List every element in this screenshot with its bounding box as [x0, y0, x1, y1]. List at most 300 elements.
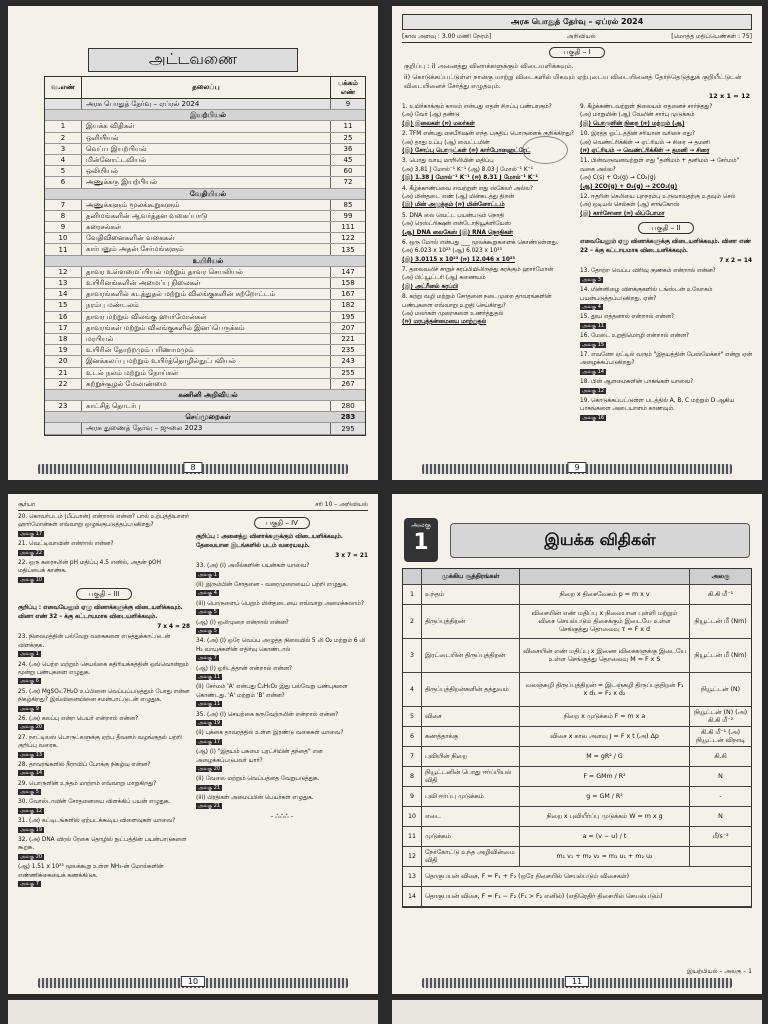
toc-topic: அரசு பொதுத் தேர்வு – ஏப்ரல் 2024: [81, 99, 331, 109]
toc-page-number: 25: [343, 133, 353, 142]
running-header: [18, 500, 368, 511]
formula-page: [392, 494, 762, 994]
formula-row: [403, 847, 751, 867]
toc-row: [45, 423, 365, 434]
formula-row: [403, 887, 751, 907]
question-text: 7. தலைவலிச் சாறுச் சுரப்பியிலிருந்து சுரக்கும் ஹார்மோன்: [402, 267, 553, 274]
toc-page-number: 135: [341, 245, 355, 254]
option-line: (அ) 6.023 x 10²³ (ஆ) 6.023 x 10²³: [402, 248, 502, 255]
formula-expression: விசையின் எண் மதிப்பு x நிலையான புள்ளி மற்றும் விசை செயல்படும் திசைக்கும் இடையே உள்ள செங்குத்து தொலைவு τ = F x d: [519, 605, 689, 638]
toc-header-topic: தலைப்பு: [81, 77, 331, 98]
part-1-tag: பகுதி – I: [549, 47, 605, 58]
exam-right-column: [580, 103, 752, 424]
toc-topic: உயிரினங்களின் அமைப்பு நிலைகள்: [81, 278, 331, 288]
formula-unit: கி.கி: [689, 747, 751, 766]
question: [18, 817, 190, 834]
toc-page-number: 283: [340, 413, 356, 422]
question: [196, 665, 368, 682]
unit-badge: அலகு 5: [198, 628, 217, 635]
unit-badge: அலகு 11: [198, 701, 221, 708]
toc-page-number: 45: [343, 156, 353, 165]
formula-row: [403, 867, 751, 887]
toc-page-number: 195: [341, 312, 355, 321]
formula-header-quantity: முக்கிய சூத்திரங்கள்: [421, 569, 519, 584]
toc-section-row: [45, 256, 365, 267]
toc-row: [45, 345, 365, 356]
question-text: 26. (அ) கலப்பு என்ற பெயர் என்றால் என்ன?: [18, 715, 139, 722]
toc-page-number: 207: [341, 323, 355, 332]
unit-badge: அலகு 17: [198, 738, 221, 745]
question-text: 17. எவனோ ஏட்டில் வரும் "இதயத்தின் பேஸ்மேக்கர்" என்று ஏன் அழைக்கப்படுகிறது?: [580, 351, 752, 367]
toc-topic: ஒளியியல்: [81, 133, 331, 143]
formula-no: 3: [409, 652, 414, 659]
formula-unit: -: [689, 787, 751, 806]
question: [580, 286, 752, 311]
formula-no: 4: [409, 686, 414, 693]
part-1-score: 12 x 1 = 12: [708, 92, 750, 101]
formula-no: 2: [409, 618, 414, 625]
question-text: 14. மின்னிழை விளக்குகளில் டங்ஸ்டன் உலோகம் பயன்படுத்தப்படுகிறது. ஏன்?: [580, 287, 713, 302]
toc-row: [45, 368, 365, 379]
question-text: (ஆ) (i) ஒலிமுறை என்றால் என்ன?: [196, 619, 289, 626]
toc-topic: தாவர மற்றும் விலங்கு ஹார்மோன்கள்: [81, 312, 331, 322]
option-line: (இ) 1.38 J மோல்⁻¹ K⁻¹ (ஈ) 8.31 J மோல்⁻¹ K⁻¹: [402, 175, 539, 182]
toc-row: [45, 401, 365, 412]
question: [196, 562, 368, 579]
toc-topic: அணுக்களும் மூலக்கூறுகளும்: [81, 200, 331, 210]
toc-no: 9: [60, 223, 66, 232]
formula-row: [403, 827, 751, 847]
question: [580, 332, 752, 349]
formula-header: [403, 569, 751, 585]
toc-no: 20: [58, 357, 68, 366]
toc-row: [45, 334, 365, 345]
formula-unit: மீ/s⁻²: [689, 827, 751, 846]
option-line: (அ) ஒடியல் செல்கள் (ஆ) சாங்கோஸ்: [580, 202, 680, 209]
question-text: (ஆ) (i) "இதயம் பசுமை புரட்சியின் தந்தை" என அழைக்கப்படுபவர் யார்?: [196, 749, 323, 764]
toc-page-number: 167: [341, 290, 355, 299]
part-3-score: 7 x 4 = 28: [157, 624, 190, 631]
unit-badge: அலகு 22: [20, 549, 43, 556]
unit-badge: அலகு 4: [198, 590, 217, 597]
toc-page-number: 221: [341, 335, 355, 344]
question-text: (iii) பொருளைப் பெறும் மின்தடையை எவ்வாறு அமைக்கலாம்?: [196, 600, 364, 607]
toc-row: [45, 289, 365, 300]
formula-quantity: முடுக்கம்: [421, 827, 519, 846]
toc-page-number: 122: [341, 234, 355, 243]
formula-expression: விசையின் எண் மதிப்பு x இணை விசைகளுக்கு இடையே உள்ள செங்குத்து தொலைவு M = F x S: [519, 639, 689, 672]
question: [402, 185, 574, 210]
question: [196, 600, 368, 617]
page-folio: 10: [38, 978, 348, 988]
option-line: (ஈ) ஏட்ரியம் → வெண்ட்ரிக்கிள் → தமனி → சிரை: [580, 148, 710, 155]
toc-topic: உடல் நலம் மற்றும் நோய்கள்: [81, 368, 331, 378]
toc-row: [45, 312, 365, 323]
exam2-left-column: [18, 513, 190, 890]
question: [196, 711, 368, 728]
formula-row: [403, 787, 751, 807]
toc-no: 6: [60, 178, 66, 187]
toc-row: [45, 121, 365, 132]
formula-no: 6: [409, 733, 414, 740]
question-text: 1. உயிர்காக்கும் காலம் என்பது எதன் சிறப்பு பண்பாகும்?: [402, 104, 552, 111]
toc-topic: அணுக்கரு இயற்பியல்: [81, 177, 331, 187]
toc-row: [45, 99, 365, 110]
unit-badge: அலகு 1: [20, 651, 39, 658]
option-line: (ஆ) 2CO(g) + O₂(g) → 2CO₂(g): [580, 183, 678, 190]
toc-row: [45, 211, 365, 222]
exam2-right-column: [196, 513, 368, 890]
exam-time: [கால அளவு : 3.00 மணி நேரம்]: [402, 33, 492, 40]
unit-badge: அலகு 21: [198, 803, 221, 810]
toc-page-number: 36: [343, 144, 353, 153]
toc-section-title: வேதியியல்: [189, 189, 227, 198]
formula-quantity: புவி ஈர்ப்பு முடுக்கம்: [421, 787, 519, 806]
question: [18, 540, 190, 557]
formula-quantity: உந்தம்: [421, 585, 519, 604]
unit-badge: அலகு 11: [198, 674, 221, 680]
running-right: சரி 10 – அறிவியல்: [315, 501, 368, 508]
question-text: 13. தோற்ற வெப்ப விரிவு குணகம் என்றால் என்ன?: [580, 268, 716, 275]
page-footer: இயற்பியல் – அலகு – 1: [686, 968, 752, 975]
toc-no: 11: [58, 245, 68, 254]
formula-expression: a = (v − u) / t: [519, 827, 689, 846]
question: [402, 103, 574, 128]
toc-page-number: 60: [343, 167, 353, 176]
unit-badge: அலகு 14: [582, 368, 605, 375]
formula-row: [403, 807, 751, 827]
question-text: 15. தூய எத்தனால் என்றால் என்ன?: [580, 314, 674, 321]
question: [580, 103, 752, 128]
question-text: 6. ஒரு மோல் என்பது ___ மூலக்கூறுகளைக் கொண்டுள்ளது.: [402, 239, 559, 246]
option-line: (இ) மின் அழுத்தம் (ஈ) மின்னோட்டம்: [402, 202, 505, 209]
question: [402, 212, 574, 237]
question: [196, 775, 368, 792]
question: [18, 513, 190, 538]
part-3-note: குறிப்பு : எவையேனும் ஏழு வினாக்களுக்கு விடையளிக்கவும். வினா எண் 32 – க்கு கட்டாயமாக விடையளிக்கவும்.: [18, 605, 183, 620]
question-text: 19. கொடுக்கப்பட்டுள்ள படத்தில் A, B, C மற்றும் D ஆகிய பாகங்களை அடையாளம் காணவும்.: [580, 397, 735, 413]
question: [18, 715, 190, 732]
toc-row: [45, 177, 365, 188]
part-4-tag: பகுதி – IV: [254, 517, 310, 529]
toc-topic: உயிரின் தோற்றமும் பரிணாமமும்: [81, 345, 331, 355]
unit-badge: அலகு 7: [198, 655, 217, 662]
question-text: 31. (அ) கட்டிடங்களில் ஏற்படக்கூடிய விளைவுகள் யாவை?: [18, 818, 176, 825]
toc-page-number: 235: [341, 346, 355, 355]
question-text: 28. தாவரங்களில் நீராவிப் போக்கு நிகழ்வு என்ன?: [18, 761, 151, 768]
question: [196, 637, 368, 662]
page-folio: 9: [422, 464, 732, 474]
formula-no: 13: [407, 873, 416, 880]
handwritten-mark: [522, 136, 568, 164]
toc-no: 23: [58, 402, 68, 411]
question: [196, 683, 368, 708]
formula-unit: [689, 847, 751, 866]
toc-no: 17: [58, 323, 68, 332]
toc-topic: காட்சித் தொடர்பு: [81, 401, 331, 411]
question: [196, 619, 368, 636]
unit-badge: அலகு 20: [20, 724, 43, 731]
formula-unit: நியூட்டன் (N) (அ) கி.கி மீ⁻²: [689, 707, 751, 726]
question-text: 23. நிலைமத்தின் பல்வேறு வகைகளை எடுத்துக்காட்டுடன் விளக்குக.: [18, 634, 171, 649]
formula-quantity: நியூட்டனின் பொது ஈர்ப்பியல் விதி: [421, 767, 519, 786]
toc-section-title: செய்முறைகள்: [185, 413, 231, 422]
question-text: (ii) புக்கை தாவரத்தில் உள்ள இரண்டு வகைகள் யாவை?: [196, 730, 344, 737]
question-text: 16. மேடை உறுதிமொழி என்றால் என்ன?: [580, 333, 690, 340]
toc-page-number: 9: [345, 100, 351, 109]
formula-row: [403, 639, 751, 673]
toc-page-number: 255: [341, 368, 355, 377]
formula-no: 11: [407, 833, 416, 840]
option-line: (அ) மின்தடை எண் (ஆ) மின்கடத்து திறன்: [402, 193, 514, 200]
toc-no: 7: [60, 200, 66, 209]
unit-badge: அலகு 21: [198, 784, 221, 791]
toc-topic: ஒலியியல்: [81, 166, 331, 176]
toc-row: [45, 166, 365, 177]
chapter-header: [404, 518, 750, 562]
formula-expression: வலஞ்சுழி திருப்புத்திறன் = இடஞ்சுழி திருப்புத்திறன் F₁ x d₁ = F₂ x d₂: [519, 673, 689, 706]
formula-no: 5: [409, 713, 414, 720]
formula-unit: நியூட்டன் மீ (Nm): [689, 639, 751, 672]
unit-badge: அலகு 15: [582, 341, 605, 348]
toc-title: அட்டவணை: [88, 48, 298, 72]
toc-no: 4: [60, 156, 66, 165]
toc-page-number: 267: [341, 379, 355, 388]
question: [580, 378, 752, 395]
toc-header-no: வ.எண்: [51, 83, 75, 91]
formula-no: 8: [409, 773, 414, 780]
toc-no: 10: [58, 234, 68, 243]
formula-header-formula: [519, 569, 689, 584]
option-line: (அ) தாது உப்பு (ஆ) வைட்டமின்: [402, 139, 490, 146]
toc-row: [45, 133, 365, 144]
option-line: (இ) அட்ரீனல் சுரப்பி: [402, 283, 458, 290]
toc-topic: தனிமங்களின் ஆவர்த்தன வகைப்பாடு: [81, 211, 331, 221]
toc-section-row: [45, 110, 365, 121]
question-text: (ஆ) 1.51 x 10²³ மூலக்கூறு உள்ள NH₃-ன் மோல்களின் எண்ணிக்கையைக் கணக்கிடுக.: [18, 864, 164, 879]
toc-topic: இயக்க விதிகள்: [81, 121, 331, 131]
question-text: 35. (அ) (i) செயற்கை கருவேற்றலின் என்றால் என்ன?: [196, 711, 339, 718]
unit-badge: அலகு 20: [20, 853, 43, 860]
toc-no: 12: [58, 267, 68, 276]
toc-row: [45, 379, 365, 390]
unit-badge: அலகு 13: [20, 751, 43, 758]
toc-row: [45, 222, 365, 233]
toc-table: [44, 76, 366, 436]
chapter-badge-word: அலகு: [411, 521, 431, 529]
part-4-score: 3 x 7 = 21: [335, 552, 368, 559]
option-line: (அ) மாறுமின் (ஆ) வேலின் சார்பு முடுக்கம்: [580, 112, 695, 119]
formula-expression: M = gR² / G: [519, 747, 689, 766]
question-text: (ii) வேலை மற்றும் வெப்பத்தை வேறுபடுத்துக.: [196, 776, 320, 783]
formula-expression: நிறை x திசைவேகம் p = m x v: [519, 585, 689, 604]
toc-row: [45, 200, 365, 211]
page-folio: 8: [38, 464, 348, 474]
chapter-title: இயக்க விதிகள்: [450, 523, 750, 558]
toc-page-number: 182: [341, 301, 355, 310]
toc-page-number: 99: [343, 211, 353, 220]
question-text: 10. இரத்த ஓட்டத்தின் சரியான வரிசை எது?: [580, 131, 695, 138]
formula-unit: N: [689, 767, 751, 786]
unit-badge: அலகு 6: [20, 678, 39, 685]
exam-title: அரசு பொதுத் தேர்வு – ஏப்ரல் 2024: [402, 14, 752, 30]
toc-no: 15: [58, 301, 68, 310]
formula-row: [403, 727, 751, 747]
formula-unit: கி.கி மீ⁻¹: [689, 585, 751, 604]
question: [580, 267, 752, 284]
toc-section-row: [45, 412, 365, 423]
formula-row: [403, 767, 751, 787]
question-text: 4. கீழ்க்காண்பவை எவற்றுள் எது ஸ்கேலர் அல்ல?: [402, 185, 533, 192]
formula-quantity: கணத்தாக்கு: [421, 727, 519, 746]
formula-quantity: திருப்புத்திறன்: [421, 605, 519, 638]
exam-columns: [402, 103, 752, 424]
formula-expression: விசை x கால அளவு J = F x t (அ) Δp: [519, 727, 689, 746]
formula-no: 10: [407, 813, 416, 820]
unit-badge: அலகு 4: [582, 304, 601, 311]
question-text: (ஆ) (i) ஓரிடத்தான் என்றால் என்ன?: [196, 665, 292, 672]
formula-row: [403, 673, 751, 707]
toc-page-number: 85: [343, 200, 353, 209]
formula-expression: m₁ v₁ + m₂ v₂ = m₁ u₁ + m₂ u₂: [519, 847, 689, 866]
toc-section-title: இயற்பியல்: [190, 111, 226, 120]
toc-row: [45, 233, 365, 244]
toc-topic: வேதிவினைகளின் வகைகள்: [81, 233, 331, 243]
option-line: (இ) கார்சோனா (ஈ) லிப்போமா: [580, 210, 665, 217]
unit-badge: அலகு 7: [20, 880, 39, 887]
question: [18, 559, 190, 584]
formula-no: 14: [407, 893, 416, 900]
next-page-edge-left: [8, 1000, 378, 1024]
toc-row: [45, 356, 365, 367]
toc-page-number: 280: [341, 402, 355, 411]
toc-page-number: 72: [343, 178, 353, 187]
formula-unit: நியூட்டன் மீ (Nm): [689, 605, 751, 638]
toc-page-number: 158: [341, 279, 355, 288]
question-text: 32. (அ) DNA விரல் ரேகை தொழில் நுட்பத்தின் பயன்பாடுகளை கூறுக.: [18, 837, 187, 852]
question: [402, 266, 574, 291]
option-line: (அ) 3.81 J மோல்⁻¹ K⁻¹ (ஆ) 8.03 J மோல்⁻¹ K⁻¹: [402, 166, 534, 173]
toc-topic: கரைசல்கள்: [81, 222, 331, 232]
question: [18, 798, 190, 815]
option-line: (இ) பொருளின் நிறை (ஈ) மற்றும் (ஆ): [580, 120, 685, 127]
question-text: 5. DNA லை வெட்ட பயன்படும் நொதி: [402, 212, 505, 219]
option-line: (அ) மலர்கள் முறைகளை உணர்த்துதல்: [402, 311, 504, 318]
unit-badge: அலகு 9: [20, 705, 39, 712]
formula-no: 1: [409, 591, 414, 598]
option-line: (இ) இலைகள் (ஈ) மலர்கள்: [402, 120, 475, 127]
unit-badge: அலகு 19: [198, 719, 221, 726]
formula-no: 9: [409, 793, 414, 800]
part-4-note: குறிப்பு : அனைத்து வினாக்களுக்கும் விடையளிக்கவும். தேவையான இடங்களில் படம் வரையவும்.: [196, 534, 344, 549]
toc-topic: நரம்பு மண்டலம்: [81, 300, 331, 310]
question: [18, 661, 190, 686]
formula-table: [402, 568, 752, 908]
toc-page-number: 11: [343, 122, 353, 131]
toc-page-number: 295: [341, 424, 355, 433]
formula-expression: நிறை x முடுக்கம் F = m x a: [519, 707, 689, 726]
exam2-columns: [18, 513, 368, 890]
question-text: 3. பொது வாயு மாறிலியின் மதிப்பு: [402, 158, 494, 165]
toc-section-row: [45, 189, 365, 200]
formula-quantity: இரட்டையின் திருப்புத்திறன்: [421, 639, 519, 672]
exam-meta: [402, 32, 752, 43]
question-text: 18. பின் ஆளமைகளின் பாகங்கள் யாவை?: [580, 379, 694, 386]
question-text: 9. கீழ்க்கண்டவற்றுள் நிலையம் எதனைச் சார்ந்தது?: [580, 104, 713, 111]
question: [580, 193, 752, 218]
formula-row: [403, 585, 751, 605]
formula-expression: நிறை x புவியீர்ப்பு முடுக்கம் W = m x g: [519, 807, 689, 826]
formula-quantity: திருப்புத்திறன்களின் தத்துவம்: [421, 673, 519, 706]
question: [580, 157, 752, 191]
formula-row: [403, 747, 751, 767]
exam-page: [392, 6, 762, 480]
question-text: (ii) இரும்பின் சோதனை - வரைமுறையைப் பற்றி எழுதுக.: [196, 582, 348, 589]
toc-topic: அரசு துணைத் தேர்வு – ஜுலை 2023: [81, 423, 331, 433]
toc-row: [45, 244, 365, 255]
toc-topic: கார்பனும் அதன் சேர்மங்களும்: [81, 244, 331, 254]
question-text: 11. பின்வருவனவற்றுள் எது "தனிமம் + தனிமம் → சேர்மம்" வகை அல்ல?: [580, 158, 740, 173]
toc-no: 5: [60, 167, 66, 176]
toc-row: [45, 267, 365, 278]
page-folio: 11: [422, 978, 732, 988]
toc-topic: மின்னோட்டவியல்: [81, 155, 331, 165]
question-text: 27. நாட்டிலஸ் பொருட்களுக்கு ஏற்ப தீவனம் வழங்குதல் பற்றி குறிப்பு வரைக.: [18, 734, 182, 750]
toc-topic: மரபியல்: [81, 334, 331, 344]
question-text: 8. கற்று வழி மற்றும் சோதனை நடைமுறை தாவரங்களின் பண்புகளை எவ்வாறு உறுதி செய்கிறது?: [402, 294, 552, 309]
question: [18, 761, 190, 778]
question-text: 29. பொருளின் உந்தம் மாற்றம் எவ்வாறு மாறுகிறது?: [18, 780, 157, 787]
unit-badge: அலகு 5: [198, 609, 217, 616]
question: [580, 313, 752, 330]
formula-header-unit: அலகு: [689, 569, 751, 584]
question-text: 12. ஈதரின் செலியை புறநரம்பு உருவாவதற்கு உதவும் செல்: [580, 193, 736, 200]
question: [18, 836, 190, 861]
part-2-tag: பகுதி – II: [638, 222, 694, 234]
toc-header: [45, 77, 365, 99]
question: [18, 688, 190, 713]
question: [196, 729, 368, 746]
toc-no: 18: [58, 335, 68, 344]
question-text: (iii) பிரதிகள் அமைப்பின் பெயர்கள் எழுதுக.: [196, 795, 314, 802]
formula-quantity: விசை: [421, 707, 519, 726]
toc-header-page: பக்கம் எண்: [338, 78, 358, 96]
question: [18, 863, 190, 888]
unit-badge: அலகு 16: [582, 414, 605, 421]
formula-quantity: தொகுபயன் விசை, F = F₁ − F₂ (F₁ > F₂ எனில்) (எதிரெதிர் திசையில் செயல்படும்): [421, 887, 751, 906]
unit-badge: அலகு 3: [582, 276, 601, 283]
toc-page: [8, 6, 378, 480]
unit-badge: அலகு 11: [582, 322, 605, 329]
option-line: (அ) பிட்யூட்டரி (ஆ) கணையம்: [402, 275, 486, 282]
toc-row: [45, 323, 365, 334]
question: [580, 351, 752, 376]
question: [580, 397, 752, 422]
option-line: (ஆ) DNA லைகேஸ் (இ) RNA நொதிகள்: [402, 229, 513, 236]
formula-no: 7: [409, 753, 414, 760]
question: [18, 780, 190, 797]
toc-page-number: 147: [341, 267, 355, 276]
toc-no: 8: [60, 211, 66, 220]
toc-page-number: 111: [341, 223, 355, 232]
question-text: 2. TFM என்பது சைபீரிஷன் எந்த பகுதிப் பொருளைக் குறிக்கிறது?: [402, 131, 574, 138]
unit-badge: அலகு 10: [20, 576, 43, 583]
exam-note-2: ii) கொடுக்கப்பட்டுள்ள நான்கு மாற்று விடைகளில் மிகவும் ஏற்புடைய விடையினைத் தேர்ந்தெடுத்துக் குறியீட்டுடன் விடையினைச் சேர்த்து எழுதவும்.: [404, 72, 742, 90]
option-line: (இ) சோப்பு பொருட்கள் (ஈ) கார்போஹைட்ரேட்: [402, 148, 531, 155]
toc-topic: வெப்ப இயற்பியல்: [81, 144, 331, 154]
exam-marks: [மொத்த மதிப்பெண்கள் : 75]: [671, 33, 752, 40]
toc-no: 2: [60, 133, 66, 142]
